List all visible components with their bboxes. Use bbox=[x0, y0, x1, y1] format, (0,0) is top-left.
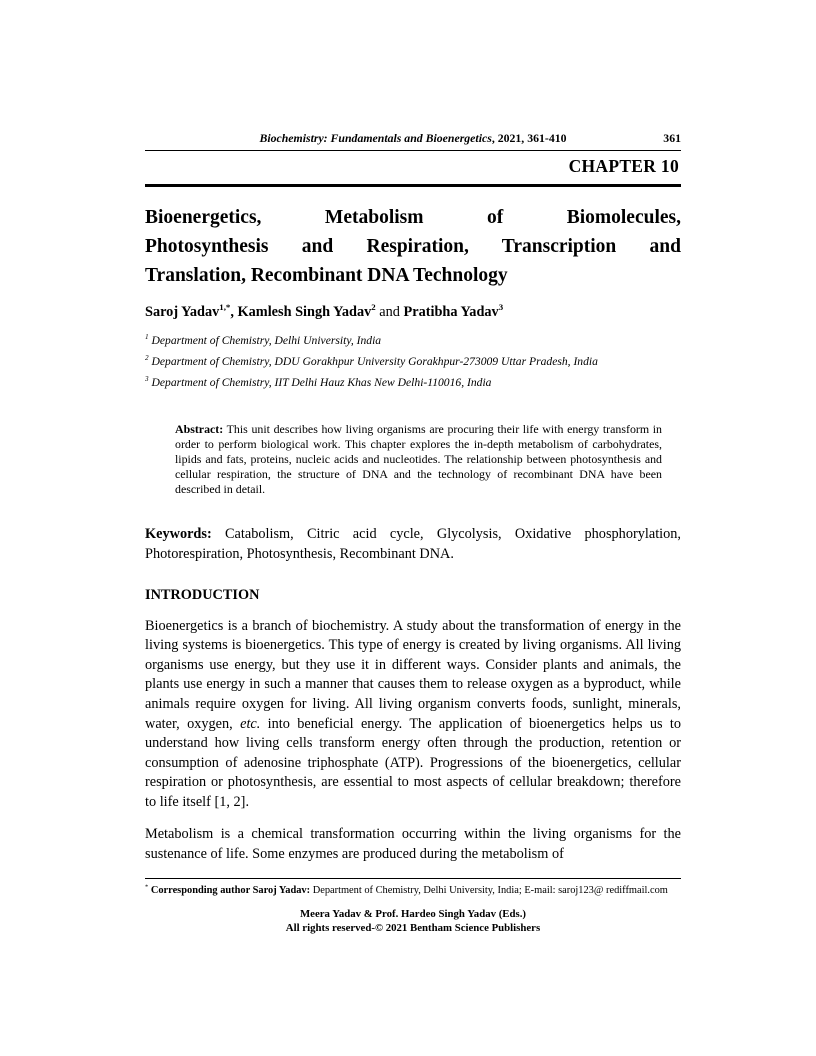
author-superscript-3: 3 bbox=[498, 302, 504, 313]
title-line-2: Photosynthesis and Respiration, Transcription and bbox=[145, 236, 681, 257]
affiliation-superscript-2: 2 bbox=[145, 354, 149, 363]
author-name-2: Kamlesh Singh Yadav bbox=[237, 304, 372, 320]
chapter-label: CHAPTER 10 bbox=[568, 156, 679, 176]
footer-editors: Meera Yadav & Prof. Hardeo Singh Yadav (Eds.) bbox=[299, 908, 527, 921]
footnote bbox=[145, 878, 681, 898]
affiliation-superscript-1: 1 bbox=[145, 333, 149, 342]
affiliations bbox=[145, 330, 681, 393]
abstract-block bbox=[175, 422, 662, 497]
paragraph-1-text-b: into beneficial energy. The application of bioenergetics helps us to understand how living cells transform energy often through the production, retention or consumption of adenosine triphosphate (ATP). Progressions of the bioenergetics, cellular respiration or photosynthesis, are essential to most aspects of cellular breakdown; therefore to life itself [1, 2]. bbox=[145, 715, 681, 810]
keywords-label: Keywords: bbox=[145, 525, 212, 542]
author-name-1: Saroj Yadav bbox=[145, 304, 220, 320]
running-header bbox=[145, 131, 681, 146]
page-number: 361 bbox=[663, 131, 681, 145]
affiliation-superscript-3: 3 bbox=[145, 375, 149, 384]
affiliation-text-1: Department of Chemistry, Delhi University, India bbox=[151, 334, 382, 347]
abstract-label: Abstract: bbox=[175, 422, 224, 436]
author-separator-1: , bbox=[230, 304, 238, 320]
page-content bbox=[145, 131, 681, 935]
footnote-label: Corresponding author Saroj Yadav: bbox=[150, 884, 311, 896]
affiliation-text-3: Department of Chemistry, IIT Delhi Hauz Khas New Delhi-110016, India bbox=[151, 376, 492, 389]
paragraph-1-etc-italic: etc. bbox=[240, 715, 261, 732]
chapter-rule bbox=[145, 184, 681, 187]
footnote-marker: * bbox=[145, 883, 149, 891]
section-heading-introduction: INTRODUCTION bbox=[145, 586, 260, 603]
authors-line bbox=[145, 304, 681, 321]
abstract-text: This unit describes how living organisms are procuring their life with energy transform in order to perform biological work. This chapter explores the in-depth metabolism of carbohydrates, lipids and fats, proteins, nucleic acids and nucleotides. The relationship between photosynthesis and cellular respiration, the structure of DNA and the technology of recombinant DNA have been described in detail. bbox=[175, 422, 662, 496]
title-line-1: Bioenergetics, Metabolism of Biomolecules, bbox=[145, 207, 681, 228]
author-separator-2: and bbox=[375, 304, 404, 320]
paragraph-1-text-a: Bioenergetics is a branch of biochemistry. A study about the transformation of energy in the living systems is bioenergetics. This type of energy is created by living organisms. All living organisms use energy, but they use it in different ways. Consider plants and animals, the plants use energy in such a manner that causes them to release oxygen as a byproduct, while animals require oxygen for living. All living organism converts foods, sunlight, minerals, water, oxygen, bbox=[145, 617, 681, 732]
affiliation-1 bbox=[145, 330, 681, 351]
keywords-text: Catabolism, Citric acid cycle, Glycolysis, Oxidative phosphorylation, Photorespiration, Photosynthesis, Recombinant DNA. bbox=[145, 525, 682, 562]
running-head-pages: , 2021, 361-410 bbox=[491, 131, 567, 145]
title-line-3: Translation, Recombinant DNA Technology bbox=[145, 265, 508, 286]
author-superscript-1: 1,* bbox=[219, 302, 231, 313]
affiliation-3 bbox=[145, 372, 681, 393]
keywords-block bbox=[145, 524, 681, 564]
author-name-3: Pratibha Yadav bbox=[403, 304, 499, 320]
affiliation-text-2: Department of Chemistry, DDU Gorakhpur University Gorakhpur-273009 Uttar Pradesh, India bbox=[151, 355, 598, 368]
footer-copyright: All rights reserved-© 2021 Bentham Science Publishers bbox=[285, 921, 541, 934]
footer bbox=[145, 908, 681, 935]
paragraph-2: Metabolism is a chemical transformation occurring within the living organisms for the sustenance of life. Some enzymes are produced during the metabolism of bbox=[145, 826, 681, 863]
paragraph-1 bbox=[145, 617, 681, 813]
running-head-title: Biochemistry: Fundamentals and Bioenergetics bbox=[259, 131, 492, 145]
affiliation-2 bbox=[145, 351, 681, 372]
author-superscript-2: 2 bbox=[371, 302, 376, 313]
footnote-text: Department of Chemistry, Delhi University, India; E-mail: saroj123@ rediffmail.com bbox=[312, 884, 668, 896]
chapter-title bbox=[145, 203, 681, 290]
